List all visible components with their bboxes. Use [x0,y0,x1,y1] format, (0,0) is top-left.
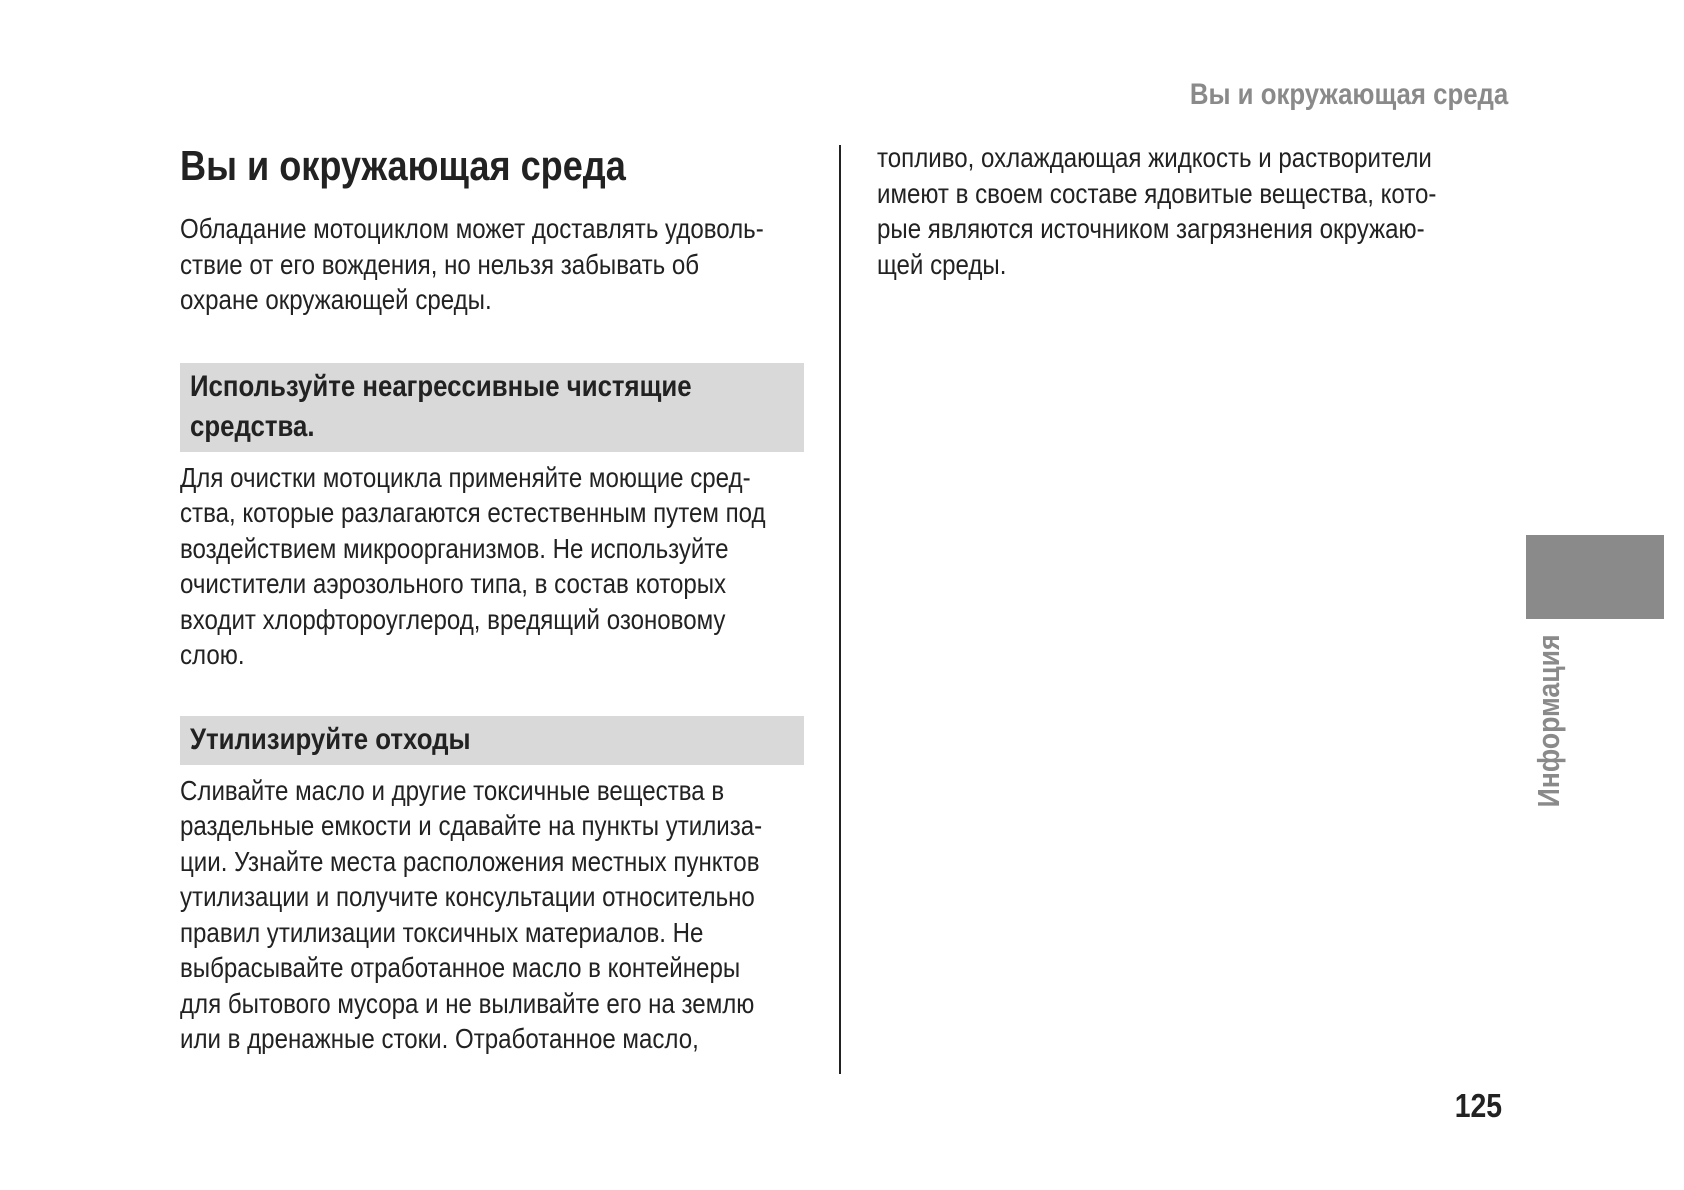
page-number: 125 [1454,1087,1502,1124]
section-body-cleaning: Для очистки мотоцикла применяйте моющие сред- ства, которые разлагаются естественным путем под воздействием микроорганизмов. Не используйте очистители аэрозольного типа, в состав которых входит хлорфтороуглерод, вредящий озоновому слою. [180,461,766,670]
continued-paragraph: топливо, охлаждающая жидкость и растворители имеют в своем составе ядовитые вещества, кото- рые являются источником загрязнения окружаю- щей среды. [877,142,1437,280]
intro-paragraph: Обладание мотоциклом может доставлять удоволь- ствие от его вождения, но нельзя забывать об охране окружающей среды. [180,213,764,315]
section-tab-label: Информация [1531,634,1566,808]
page-title: Вы и окружающая среда [180,142,626,189]
section-heading-cleaning [180,363,804,452]
section-heading-waste [180,716,804,765]
section-thumb-tab [1526,535,1664,619]
section-heading-text: Утилизируйте отходы [190,722,471,756]
right-column [877,140,1487,282]
left-column [180,140,804,1057]
running-header-title: Вы и окружающая среда [1189,78,1508,111]
column-divider [839,145,841,1074]
section-heading-text: Используйте неагрессивные чистящие средства. [190,369,692,443]
section-body-waste: Сливайте масло и другие токсичные вещества в раздельные емкости и сдавайте на пункты утилиза- ции. Узнайте места расположения местных пунктов утилизации и получите консультации относительно правил утилизации токсичных материалов. Не выбрасывайте отработанное масло в контейнеры для бытового мусора и не выливайте его на землю или в дренажные стоки. Отработанное масло, [180,774,763,1054]
